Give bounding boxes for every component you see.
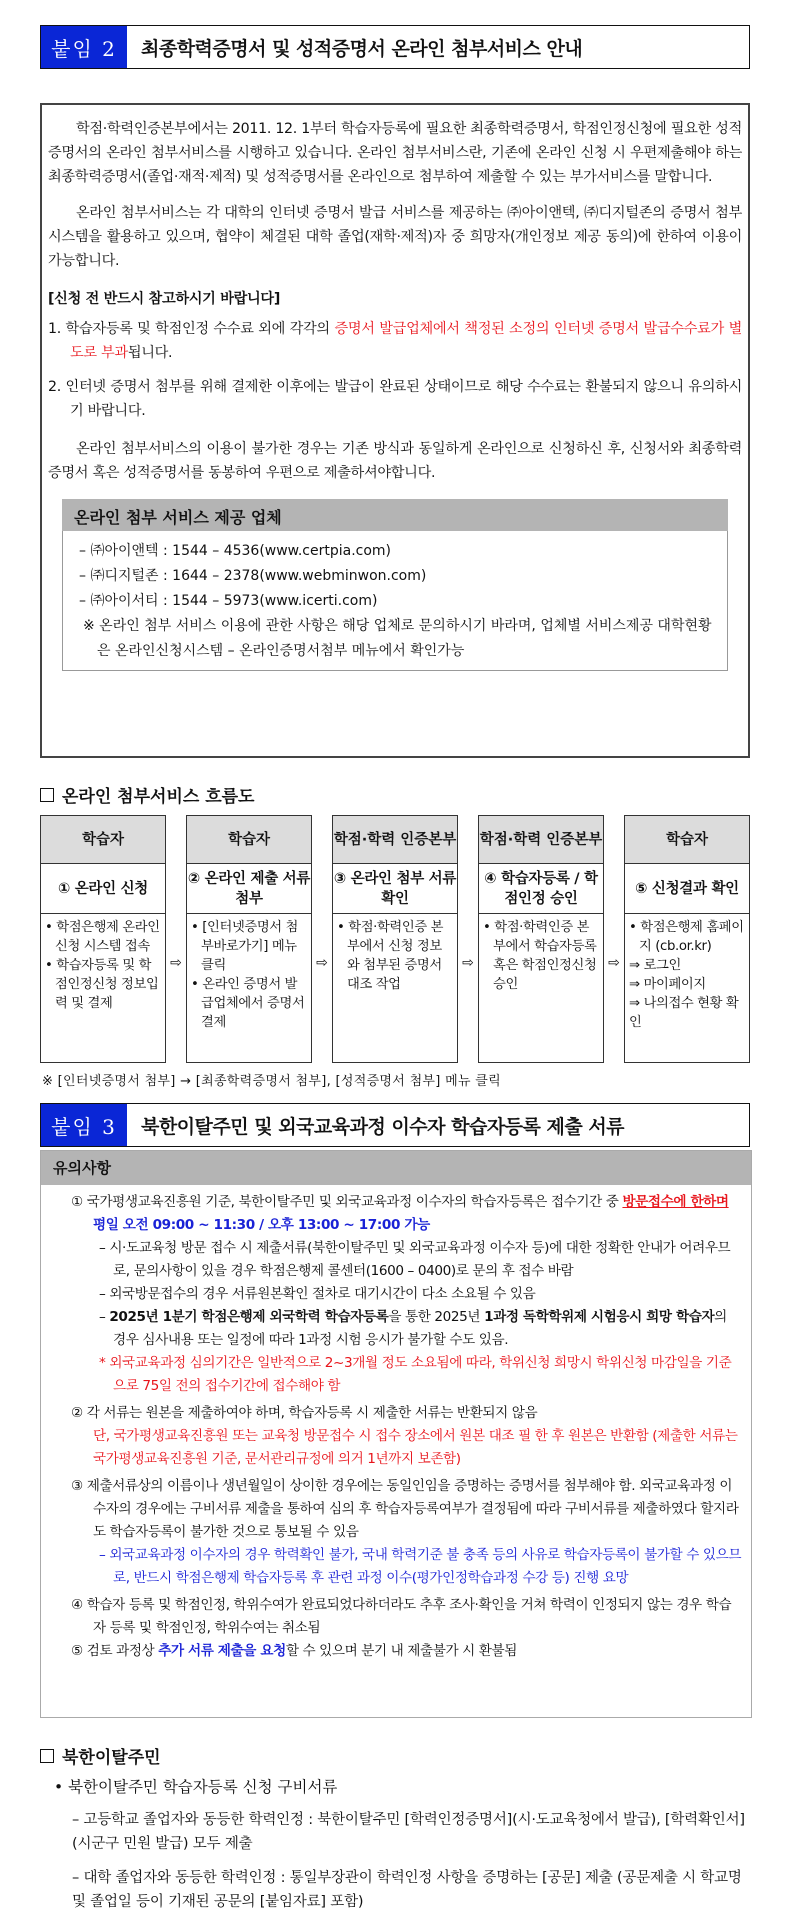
flow-actor: 학습자 — [625, 816, 749, 864]
online-attachment-info-box — [40, 103, 750, 758]
provider-item: – ㈜아이서티 : 1544 – 5973(www.icerti.com) — [79, 593, 378, 609]
attachment-title: 최종학력증명서 및 성적증명서 온라인 첨부서비스 안내 — [141, 37, 583, 60]
caution-item-2: ② 각 서류는 원본을 제출하여야 하며, 학습자등록 시 제출한 서류는 반환되지 않음 — [71, 1405, 538, 1421]
fallback-paragraph: 온라인 첨부서비스의 이용이 불가한 경우는 기존 방식과 동일하게 온라인으로 신청하신 후, 신청서와 최종학력증명서 혹은 성적증명서를 동봉하여 우편으로 제출하셔야합니다. — [48, 441, 742, 481]
intro-paragraph: 학점·학력인증본부에서는 2011. 12. 1부터 학습자등록에 필요한 최종학력증명서, 학점인정신청에 필요한 성적증명서의 온라인 첨부서비스를 시행하고 있습니다. 온라인 첨부서비스란, 기존에 온라인 신청 시 우편제출해야 하는 최종학력증명서(졸업·재적·제적) 및 성적증명서를 온라인으로 첨부하여 제출할 수 있는 부가서비스를 말합니다. — [48, 121, 742, 185]
notice-item-2: 2. 인터넷 증명서 첨부를 위해 결제한 이후에는 발급이 완료된 상태이므로 해당 수수료는 환불되지 않으니 유의하시기 바랍니다. — [48, 379, 742, 419]
attachment-title: 북한이탈주민 및 외국교육과정 이수자 학습자등록 제출 서류 — [141, 1115, 625, 1138]
checkbox-icon — [40, 788, 54, 802]
caution-box — [40, 1150, 752, 1718]
flow-step-title: ② 온라인 제출 서류 첨부 — [187, 864, 311, 914]
flow-step-3: 학점·학력 인증본부 ③ 온라인 첨부 서류 확인 • 학점·학력인증 본부에서 신청 정보와 첨부된 증명서 대조 작업 — [332, 815, 458, 1063]
flow-note: ※ [인터넷증명서 첨부] → [최종학력증명서 첨부], [성적증명서 첨부] 메뉴 클릭 — [42, 1074, 501, 1089]
caution-item-5: ⑤ 검토 과정상 추가 서류 제출을 요청할 수 있으며 분기 내 제출불가 시 환불됨 — [71, 1643, 517, 1659]
flow-arrow-icon: ⇨ — [462, 955, 474, 971]
provider-item: – ㈜디지털존 : 1644 – 2378(www.webminwon.com) — [79, 568, 427, 584]
flow-step-title: ④ 학습자등록 / 학점인정 승인 — [479, 864, 603, 914]
flow-arrow-icon: ⇨ — [316, 955, 328, 971]
flow-arrow-icon: ⇨ — [608, 955, 620, 971]
provider-box — [62, 499, 728, 671]
flow-step-title: ① 온라인 신청 — [41, 864, 165, 914]
caution-subitem: * 외국교육과정 심의기간은 일반적으로 2~3개월 정도 소요됨에 따라, 학위신청 희망시 학위신청 마감일을 기준으로 75일 전의 접수기간에 접수해야 함 — [99, 1355, 732, 1394]
attachment-2-header — [40, 25, 750, 69]
flow-section-title: 온라인 첨부서비스 흐름도 — [40, 782, 254, 807]
nk-bullet: • 북한이탈주민 학습자등록 신청 구비서류 — [54, 1778, 338, 1796]
caution-item-1: ① 국가평생교육진흥원 기준, 북한이탈주민 및 외국교육과정 이수자의 학습자등록은 접수기간 중 방문접수에 한하며 — [71, 1194, 729, 1210]
attachment-tag: 붙임 2 — [41, 26, 127, 68]
notice-title: [신청 전 반드시 참고하시기 바랍니다] — [48, 291, 281, 307]
flow-step-2: 학습자 ② 온라인 제출 서류 첨부 • [인터넷증명서 첨부바로가기] 메뉴클릭 • 온라인 증명서 발급업체에서 증명서 결제 — [186, 815, 312, 1063]
nk-doc-item-2: – 대학 졸업자와 동등한 학력인정 : 통일부장관이 학력인정 사항을 증명하는 [공문] 제출 (공문제출 시 학교명 및 졸업일 등이 기재된 공문의 [붙임자료] 포함) — [72, 1870, 742, 1910]
notice-item-1: 1. 학습자등록 및 학점인정 수수료 외에 각각의 증명서 발급업체에서 책정된 소정의 인터넷 증명서 발급수수료가 별도로 부과됩니다. — [48, 321, 742, 361]
attachment-3-header — [40, 1103, 750, 1147]
caution-item-3: ③ 제출서류상의 이름이나 생년월일이 상이한 경우에는 동일인임을 증명하는 증명서를 첨부해야 함. 외국교육과정 이수자의 경우에는 구비서류 제출을 통하여 심의 후 학습자등록여부가 결정됨에 따라 구비서류를 제출하였다 할지라도 학습자등록이 불가한 것으로 통보될 수 있음 — [71, 1478, 739, 1540]
flow-diagram — [40, 815, 752, 1063]
flow-step-1: 학습자 ① 온라인 신청 • 학점은행제 온라인신청 시스템 접속 • 학습자등록 및 학점인정신청 정보입력 및 결제 — [40, 815, 166, 1063]
provider-note: ※ 온라인 첨부 서비스 이용에 관한 사항은 해당 업체로 문의하시기 바라며, 업체별 서비스제공 대학현황은 온라인신청시스템 – 온라인증명서첨부 메뉴에서 확인가능 — [83, 618, 712, 659]
attachment-tag: 붙임 3 — [41, 1104, 127, 1146]
nk-section-title: 북한이탈주민 — [40, 1743, 161, 1768]
visit-hours: 평일 오전 09:00 ~ 11:30 / 오후 13:00 ~ 17:00 가능 — [93, 1217, 430, 1233]
flow-actor: 학점·학력 인증본부 — [479, 816, 603, 864]
caution-subitem: – 외국방문접수의 경우 서류원본확인 절차로 대기시간이 다소 소요될 수 있음 — [99, 1286, 536, 1302]
service-paragraph: 온라인 첨부서비스는 각 대학의 인터넷 증명서 발급 서비스를 제공하는 ㈜아이앤텍, ㈜디지털존의 증명서 첨부 시스템을 활용하고 있으며, 협약이 체결된 대학 졸업(재학·제적)자 중 희망자(개인정보 제공 동의)에 한하여 이용이 가능합니다. — [48, 205, 742, 269]
flow-step-title: ⑤ 신청결과 확인 — [625, 864, 749, 914]
flow-step-4: 학점·학력 인증본부 ④ 학습자등록 / 학점인정 승인 • 학점·학력인증 본부에서 학습자등록 혹은 학점인정신청 승인 — [478, 815, 604, 1063]
flow-actor: 학습자 — [41, 816, 165, 864]
caution-subitem: – 외국교육과정 이수자의 경우 학력확인 불가, 국내 학력기준 불 충족 등의 사유로 학습자등록이 불가할 수 있으므로, 반드시 학점은행제 학습자등록 후 관련 과정 이수(평가인정학습과정 수강 등) 진행 요망 — [99, 1547, 742, 1586]
caution-subitem: – 2025년 1분기 학점은행제 외국학력 학습자등록을 통한 2025년 1과정 독학학위제 시험응시 희망 학습자의 경우 심사내용 또는 일정에 따라 1과정 시험 응시가 불가할 수도 있음. — [99, 1309, 727, 1348]
caution-item-4: ④ 학습자 등록 및 학점인정, 학위수여가 완료되었다하더라도 추후 조사·확인을 거쳐 학력이 인정되지 않는 경우 학습자 등록 및 학점인정, 학위수여는 취소됨 — [71, 1597, 732, 1636]
flow-arrow-icon: ⇨ — [170, 955, 182, 971]
caution-item-2-red: 단, 국가평생교육진흥원 또는 교육청 방문접수 시 접수 장소에서 원본 대조 필 한 후 원본은 반환함 (제출한 서류는 국가평생교육진흥원 기준, 문서관리규정에 의거 1년까지 보존함) — [93, 1428, 738, 1467]
flow-step-5: 학습자 ⑤ 신청결과 확인 • 학점은행제 홈페이지 (cb.or.kr) ⇒ 로그인 ⇒ 마이페이지 ⇒ 나의접수 현황 확인 — [624, 815, 750, 1063]
nk-doc-item-1: – 고등학교 졸업자와 동등한 학력인정 : 북한이탈주민 [학력인정증명서](시·도교육청에서 발급), [학력확인서](시군구 민원 발급) 모두 제출 — [72, 1812, 745, 1852]
flow-actor: 학점·학력 인증본부 — [333, 816, 457, 864]
checkbox-icon — [40, 1749, 54, 1763]
provider-title: 온라인 첨부 서비스 제공 업체 — [62, 499, 728, 531]
flow-step-title: ③ 온라인 첨부 서류 확인 — [333, 864, 457, 914]
flow-actor: 학습자 — [187, 816, 311, 864]
provider-item: – ㈜아이앤텍 : 1544 – 4536(www.certpia.com) — [79, 543, 392, 559]
caution-subitem: – 시·도교육청 방문 접수 시 제출서류(북한이탈주민 및 외국교육과정 이수자 등)에 대한 정확한 안내가 어려우므로, 문의사항이 있을 경우 학점은행제 콜센터(1600 – 0400)로 문의 후 접수 바람 — [99, 1240, 731, 1279]
caution-title: 유의사항 — [41, 1151, 751, 1185]
